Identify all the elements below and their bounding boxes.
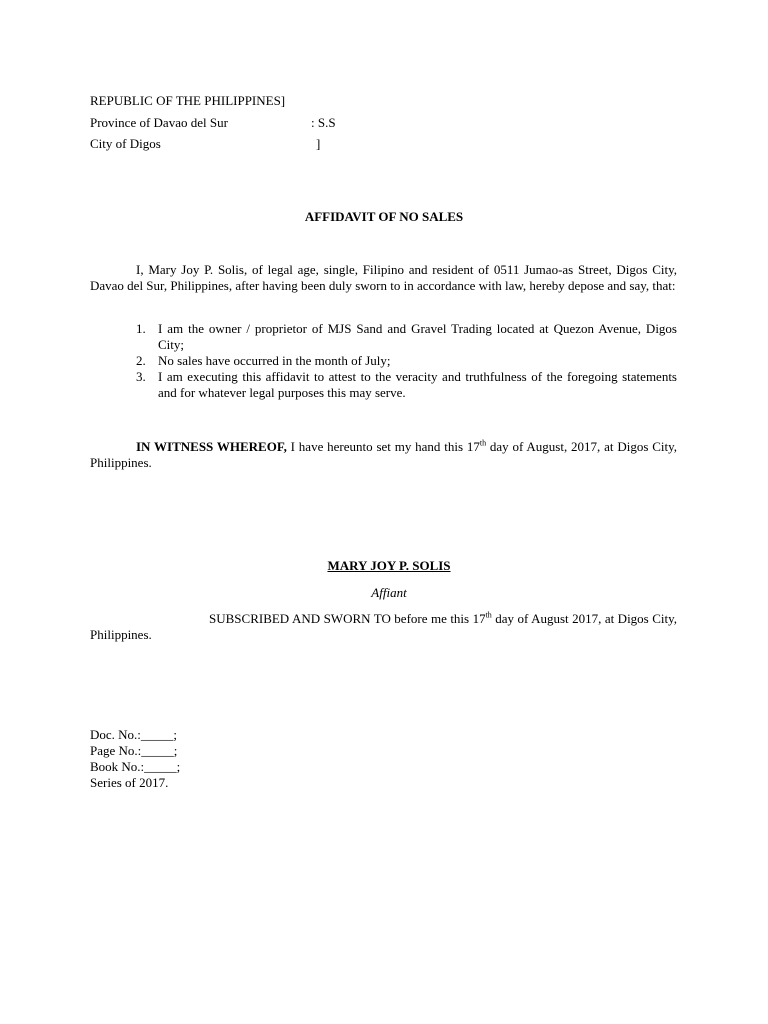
doc-number: Doc. No.:_____; (90, 727, 178, 742)
jurat-text-end: day of August 2017, at Digos City, Philippines. (90, 611, 678, 642)
jurat-ordinal: th (485, 610, 492, 620)
statement-number: 3. (136, 369, 146, 384)
venue-province: Province of Davao del Sur (90, 115, 228, 130)
statement-item (90, 321, 677, 353)
series-year: Series of 2017. (90, 775, 169, 790)
witness-ordinal: th (479, 438, 487, 448)
affiant-role: Affiant (371, 585, 407, 600)
statement-item (90, 353, 677, 369)
witness-paragraph (90, 439, 677, 471)
book-number: Book No.:_____; (90, 759, 181, 774)
statement-number: 2. (136, 353, 146, 368)
statement-list (90, 321, 677, 401)
witness-text-start: I have hereunto set my hand this 17 (286, 439, 480, 454)
affiant-name: MARY JOY P. SOLIS (327, 558, 451, 573)
jurat-paragraph (90, 611, 677, 643)
witness-lead: IN WITNESS WHEREOF, (136, 439, 287, 454)
document-title: AFFIDAVIT OF NO SALES (304, 209, 464, 224)
notarial-register (90, 727, 180, 791)
page-number: Page No.:_____; (90, 743, 178, 758)
statement-item (90, 369, 677, 401)
venue-ss-mark: : S.S (311, 115, 336, 130)
statement-text: I am the owner / proprietor of MJS Sand and Gravel Trading located at Quezon Avenue, Digos City; (158, 321, 677, 352)
statement-number: 1. (136, 321, 146, 336)
venue-bracket: ] (316, 136, 321, 151)
witness-text-end: day of August, 2017, at Digos City, Philippines. (90, 439, 677, 470)
statement-text: I am executing this affidavit to attest to the veracity and truthfulness of the foregoing statements and for whatever legal purposes this may serve. (158, 369, 677, 400)
statement-text: No sales have occurred in the month of July; (158, 353, 391, 368)
intro-paragraph: I, Mary Joy P. Solis, of legal age, single, Filipino and resident of 0511 Jumao-as Street, Digos City, Davao del Sur, Philippines, after having been duly sworn to in accordance with law, hereby depose and say, that: (90, 262, 677, 293)
venue-city: City of Digos (90, 136, 161, 151)
venue-republic: REPUBLIC OF THE PHILIPPINES] (90, 93, 286, 108)
jurat-text-start: SUBSCRIBED AND SWORN TO before me this 17 (209, 611, 486, 626)
